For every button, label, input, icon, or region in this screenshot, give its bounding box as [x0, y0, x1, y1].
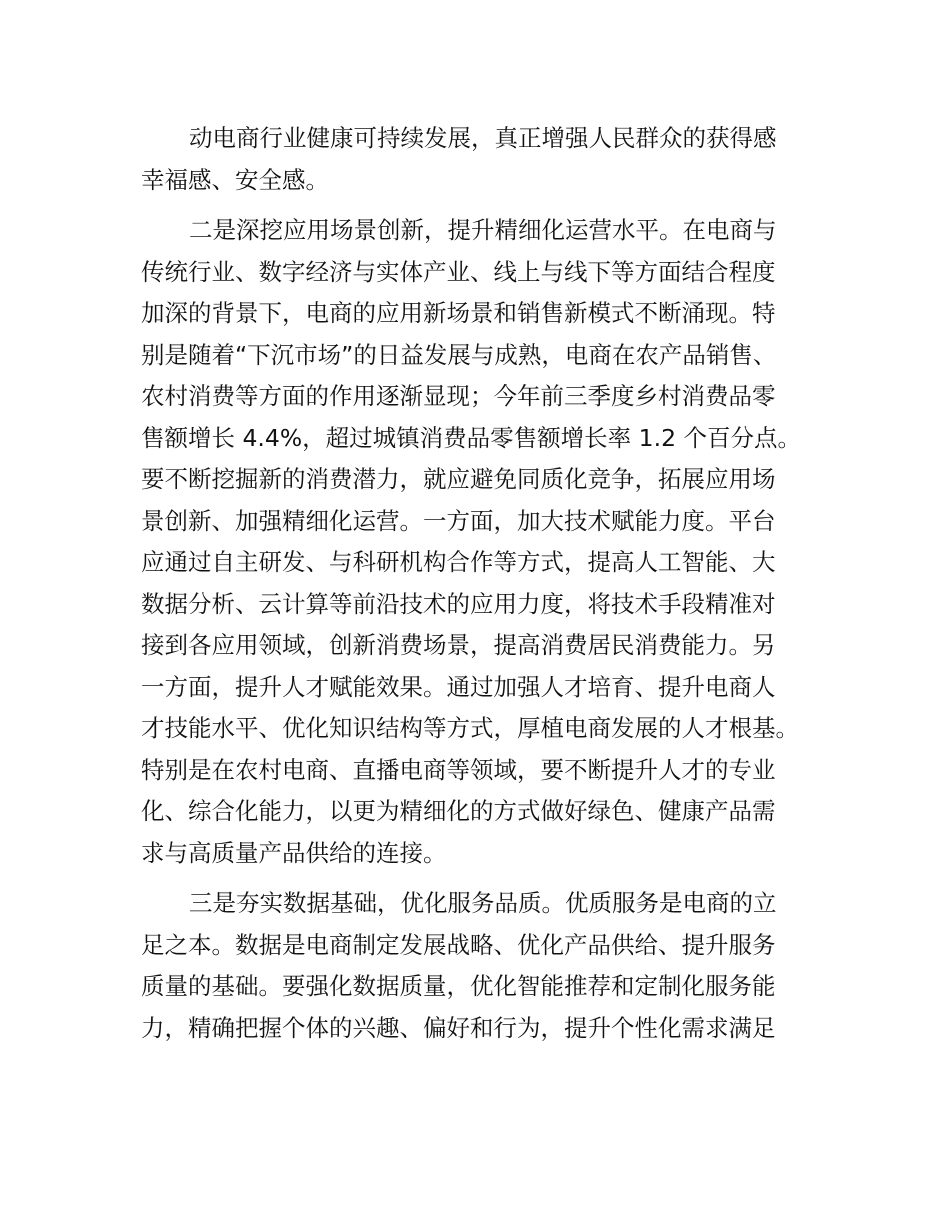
- text-line: 力，精确把握个体的兴趣、偏好和行为，提升个性化需求满足: [141, 1013, 776, 1042]
- text-line: 三是夯实数据基础，优化服务品质。优质服务是电商的立: [189, 889, 777, 917]
- document-page: [141, 118, 821, 1058]
- text-line: 足之本。数据是电商制定发展战略、优化产品供给、提升服务: [141, 930, 776, 959]
- text-line: 求与高质量产品供给的连接。: [141, 838, 447, 867]
- text-line: 质量的基础。要强化数据质量，优化智能推荐和定制化服务能: [141, 972, 776, 1000]
- text-line: 传统行业、数字经济与实体产业、线上与线下等方面结合程度: [141, 257, 776, 286]
- text-line: 应通过自主研发、与科研机构合作等方式，提高人工智能、大: [141, 548, 776, 576]
- text-line: 接到各应用领域，创新消费场景，提高消费居民消费能力。另: [141, 631, 776, 659]
- text-line: 动电商行业健康可持续发展，真正增强人民群众的获得感: [189, 124, 777, 152]
- text-line: 二是深挖应用场景创新，提升精细化运营水平。在电商与: [189, 216, 777, 244]
- text-line: 幸福感、安全感。: [141, 165, 329, 194]
- text-line: 才技能水平、优化知识结构等方式，厚植电商发展的人才根基。: [141, 714, 799, 742]
- text-line: 加深的背景下，电商的应用新场景和销售新模式不断涌现。特: [141, 299, 776, 327]
- text-line: 数据分析、云计算等前沿技术的应用力度，将技术手段精准对: [141, 589, 776, 618]
- text-line: 要不断挖掘新的消费潜力，就应避免同质化竞争，拓展应用场: [141, 465, 776, 493]
- paragraph-3: [141, 883, 821, 1049]
- text-line: 别是随着“下沉市场”的日益发展与成熟，电商在农产品销售、: [141, 340, 777, 369]
- text-line: 化、综合化能力，以更为精细化的方式做好绿色、健康产品需: [141, 797, 776, 825]
- text-line: 售额增长 4.4%，超过城镇消费品零售额增长率 1.2 个百分点。: [141, 423, 801, 452]
- paragraph-2: [141, 210, 821, 874]
- text-line: 特别是在农村电商、直播电商等领域，要不断提升人才的专业: [141, 755, 776, 784]
- text-line: 一方面，提升人才赋能效果。通过加强人才培育、提升电商人: [141, 672, 776, 701]
- text-line: 农村消费等方面的作用逐渐显现；今年前三季度乡村消费品零: [141, 382, 776, 410]
- text-line: 景创新、加强精细化运营。一方面，加大技术赋能力度。平台: [141, 506, 776, 535]
- paragraph-1: [141, 118, 821, 201]
